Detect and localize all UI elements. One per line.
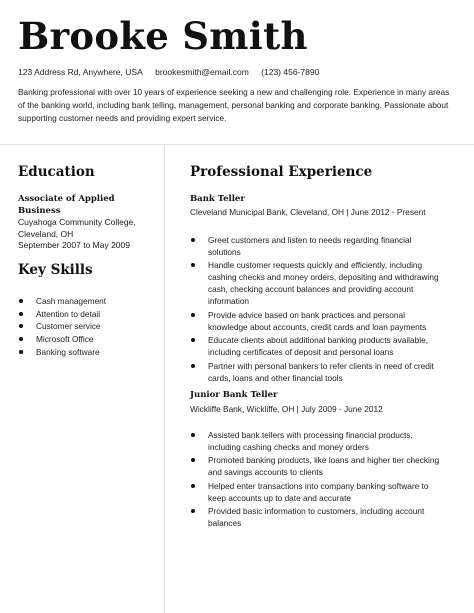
candidate-name: Brooke Smith [18,14,308,58]
education-heading: Education [18,164,95,180]
education-dates: September 2007 to May 2009 [18,240,130,250]
job-bullet: Provide advice based on bank practices and personal knowledge about accounts, credit cards and loan payments [190,309,440,333]
contact-line [18,67,329,77]
school-name: Cuyahoga Community College, [18,217,136,227]
skill-item: Customer service [18,320,158,333]
skill-item: Microsoft Office [18,333,158,346]
job-meta: Cleveland Municipal Bank, Cleveland, OH | June 2012 - Present [190,207,426,217]
skill-item: Banking software [18,346,158,359]
email-text: brookesmith@email.com [155,67,249,77]
job-bullet: Provided basic information to customers, including account balances [190,505,440,529]
skill-item: Cash management [18,295,158,308]
job-bullet: Promoted banking products, like loans and higher tier checking and savings accounts to clients [190,454,440,478]
job-bullet: Educate clients about additional banking products available, including certificates of deposit and personal loans [190,334,440,358]
job-meta: Wickliffe Bank, Wickliffe, OH | July 2009 - June 2012 [190,404,383,414]
column-divider [164,145,165,613]
job-bullet: Greet customers and listen to needs regarding financial solutions [190,234,440,258]
degree-title: Associate of Applied Business [18,194,115,216]
job-bullet: Assisted bank tellers with processing financial products, including cashing checks and money orders [190,429,440,453]
address-text: 123 Address Rd, Anywhere, USA [18,67,143,77]
job-bullet: Handle customer requests quickly and efficiently, including cashing checks and money orders, depositing and withdrawing cash, checking account balances and providing account information [190,259,440,307]
job-title: Bank Teller [190,194,245,204]
experience-heading: Professional Experience [190,164,373,180]
education-entry [18,194,158,252]
phone-text: (123) 456-7890 [261,67,320,77]
key-skills-heading: Key Skills [18,262,93,278]
professional-summary: Banking professional with over 10 years of experience seeking a new and challenging role. Experience in many areas of the banking world, including bank telling, management, personal banking and corporate banking. Passionate about supporting customer needs and providing expert service. [18,87,450,123]
section-divider [0,144,474,145]
job-bullet: Partner with personal bankers to refer clients in need of credit cards, loans and other financial tools [190,360,440,384]
school-location: Cleveland, OH [18,228,74,239]
job-bullets [190,234,440,385]
skill-item: Attention to detail [18,308,158,321]
skills-list [18,295,158,359]
job-bullet: Helped enter transactions into company banking software to keep accounts up to date and accurate [190,480,440,504]
job-bullets [190,429,440,531]
job-title: Junior Bank Teller [190,390,278,400]
